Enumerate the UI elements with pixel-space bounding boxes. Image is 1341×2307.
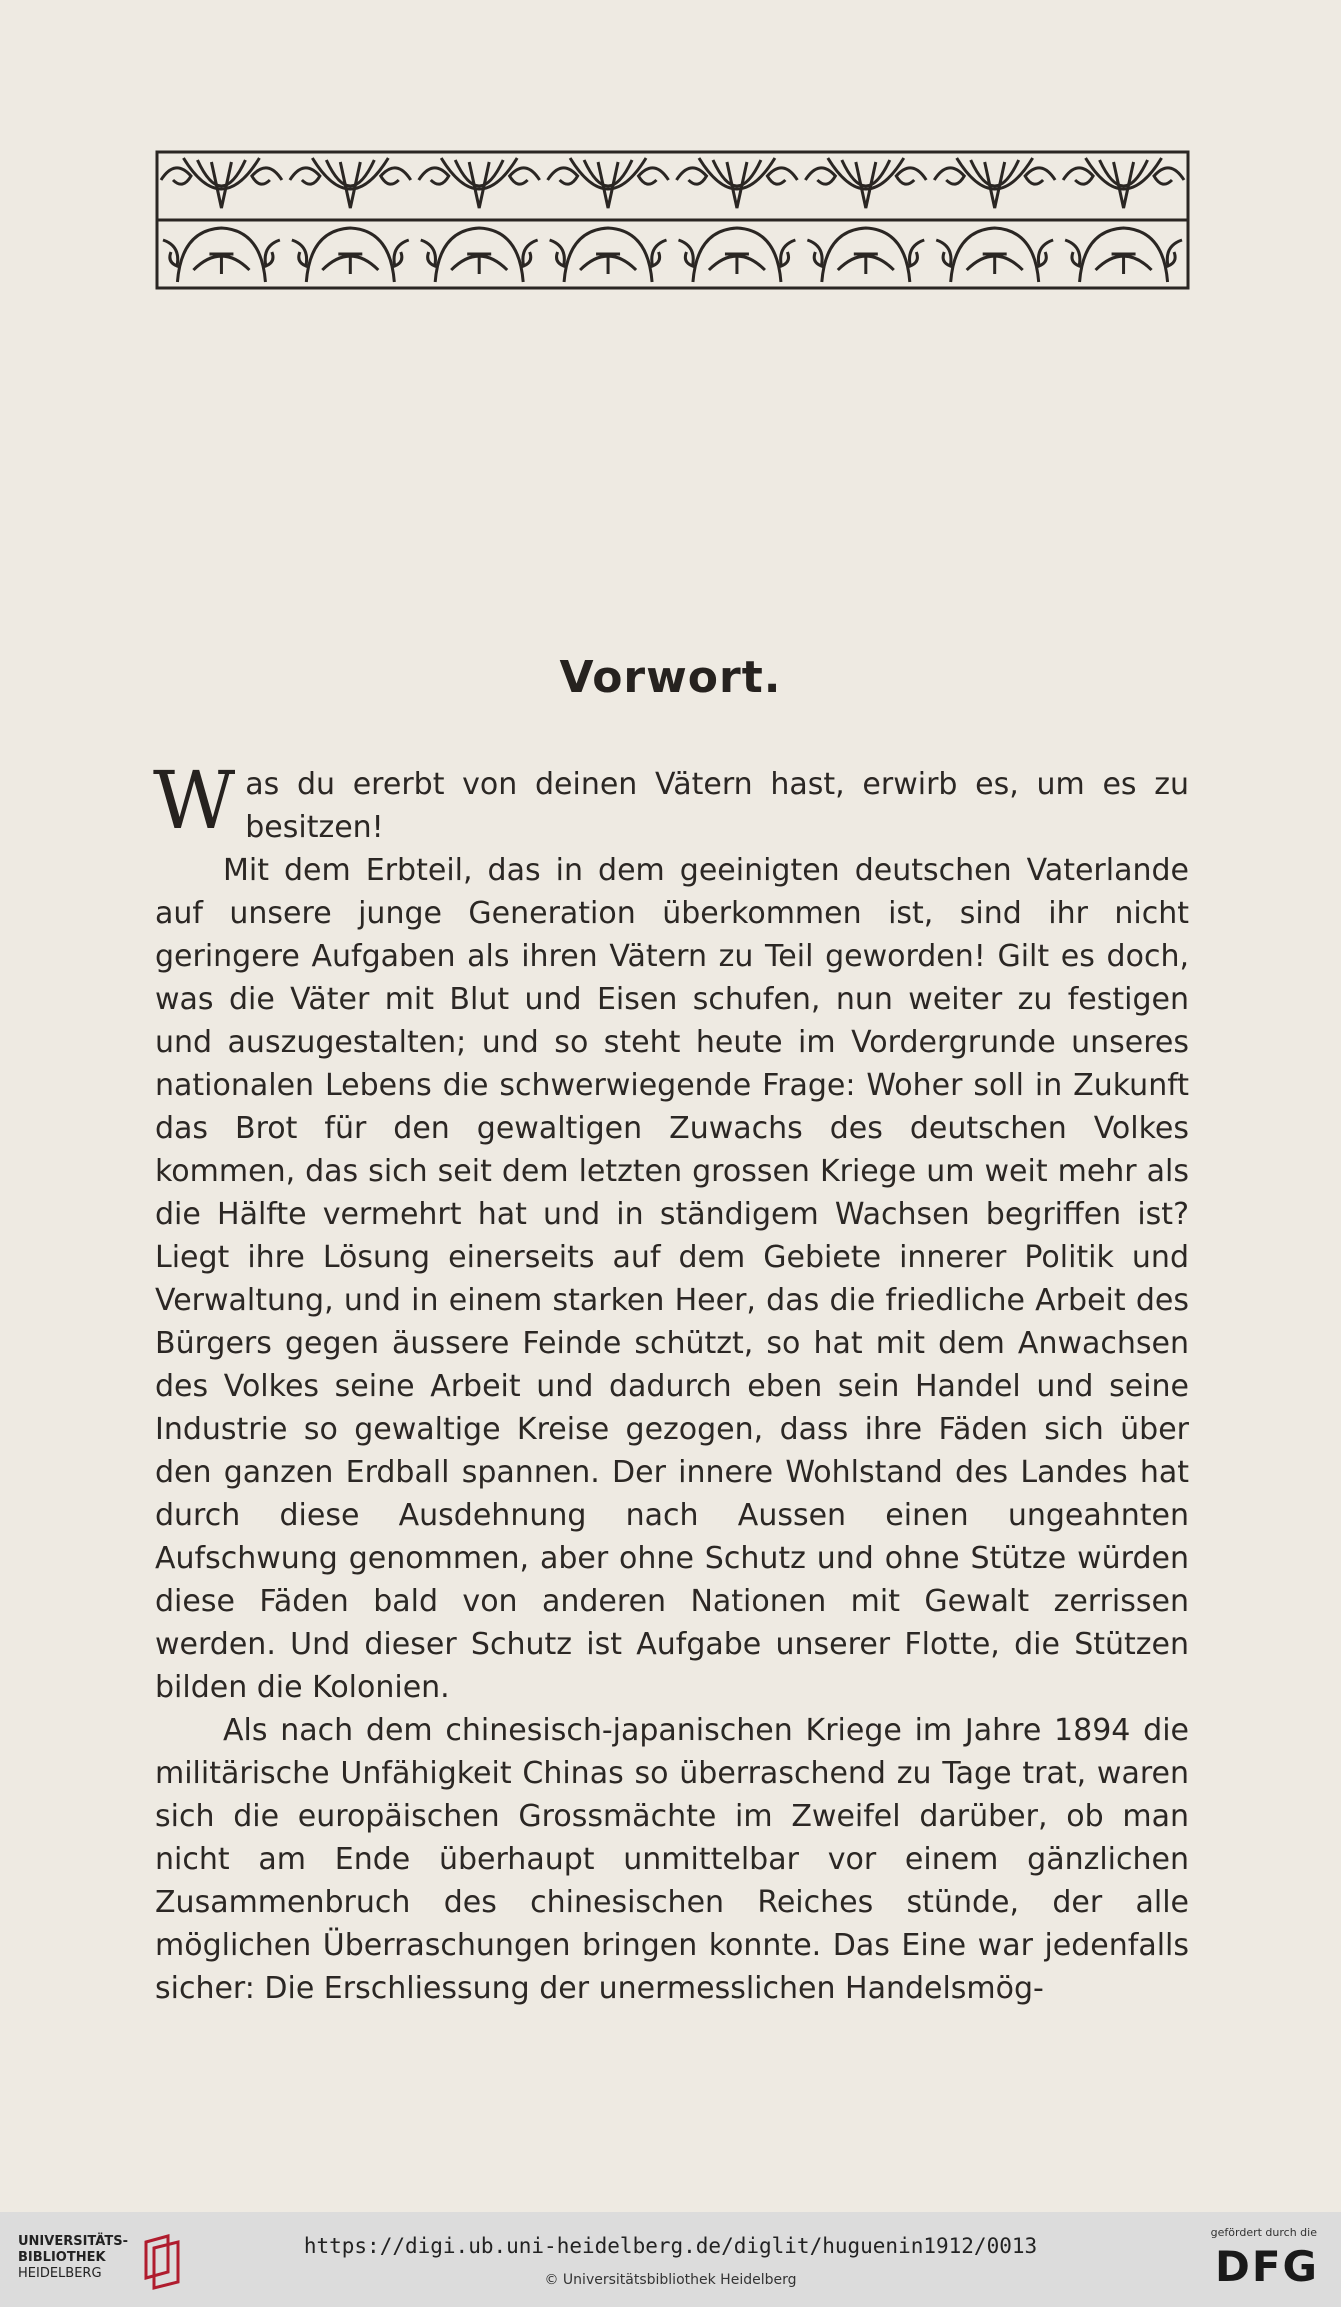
ornament-stroke [312, 158, 388, 189]
library-name-line2: BIBLIOTHEK [18, 2250, 106, 2265]
library-name-line3: HEIDELBERG [18, 2266, 102, 2281]
ornament-stroke [805, 168, 835, 184]
permalink-url[interactable]: https://digi.ub.uni-heidelberg.de/diglit/huguenin1912/0013 [303, 2234, 1038, 2258]
viewer-footer [0, 2212, 1341, 2307]
ornament-stroke [523, 240, 538, 266]
ornament-stroke [1063, 168, 1093, 184]
ornament-stroke [421, 240, 436, 266]
drop-cap: W [153, 754, 236, 847]
page-title: Vorwort. [559, 652, 782, 703]
body-text [153, 754, 1189, 2010]
ornament-stroke [161, 168, 191, 184]
copyright-notice: © Universitätsbibliothek Heidelberg [544, 2272, 797, 2288]
ornament-stroke [781, 240, 796, 266]
ornament-stroke [163, 240, 178, 266]
ornament-stroke [441, 158, 517, 189]
ornament-stroke [1025, 168, 1055, 184]
paragraph-1-text: as du ererbt von deinen Vätern hast, erwirb es, um es zu besitzen! [245, 767, 1189, 845]
ornament-stroke [828, 158, 904, 189]
ornament-stroke [252, 168, 282, 184]
ornament-stroke [1065, 240, 1080, 266]
ornament-stroke [767, 168, 797, 184]
ornament-stroke [570, 158, 646, 189]
ornament-stroke [934, 168, 964, 184]
ornament-stroke [1154, 168, 1184, 184]
ornament-stroke [510, 168, 540, 184]
library-name-line1: UNIVERSITÄTS- [18, 2234, 128, 2249]
dfg-logo[interactable]: DFG [1214, 2242, 1319, 2291]
ornament-stroke [677, 168, 707, 184]
ornament-stroke [1167, 240, 1182, 266]
ornament-stroke [183, 158, 259, 189]
ornament-stroke [381, 168, 411, 184]
ornament-stroke [896, 168, 926, 184]
paragraph-1 [153, 754, 1189, 849]
ornament-border [155, 150, 1190, 290]
ornament-stroke [957, 158, 1033, 189]
ornament-stroke [292, 240, 307, 266]
ornament-stroke [394, 240, 409, 266]
ornament-stroke [699, 158, 775, 189]
ornament-stroke [679, 240, 694, 266]
ornament-stroke [807, 240, 822, 266]
ornament-stroke [548, 168, 578, 184]
paragraph-2: Mit dem Erbteil, das in dem geeinigten deutschen Vaterlande auf unsere junge Generation überkommen ist, sind ihr nicht geringere Aufgaben als ihren Vätern zu Teil geworden! Gilt es doch, was die Väter mit Blut und Eisen schufen, nun weiter zu festigen und auszugestalten; und so steht heute im Vordergrunde unseres nationalen Lebens die schwerwiegende Frage: Woher soll in Zukunft das Brot für den gewaltigen Zuwachs des deutschen Volkes kommen, das sich seit dem letzten grossen Kriege um weit mehr als die Hälfte vermehrt hat und in ständigem Wachsen begriffen ist? Liegt ihre Lösung einerseits auf dem Gebiete innerer Politik und Verwaltung, und in einem starken Heer, das die friedliche Arbeit des Bürgers gegen äussere Feinde schützt, so hat mit dem Anwachsen des Volkes seine Arbeit und dadurch eben sein Handel und seine Industrie so gewaltige Kreise gezogen, dass ihre Fäden sich über den ganzen Erdball spannen. Der innere Wohlstand des Landes hat durch diese Ausdehnung nach Aussen einen ungeahnten Aufschwung genommen, aber ohne Schutz und ohne Stütze würden diese Fäden bald von anderen Nationen mit Gewalt zerrissen werden. Und dieser Schutz ist Aufgabe unserer Flotte, die Stützen bilden die Kolonien. [155, 853, 1189, 1705]
ornament-stroke [265, 240, 280, 266]
ornament-stroke [550, 240, 565, 266]
ornament-stroke [936, 240, 951, 266]
paragraph-3: Als nach dem chinesisch-japanischen Kriege im Jahre 1894 die militärische Unfähigkeit Chinas so überraschend zu Tage trat, waren sich die europäischen Grossmächte im Zweifel darüber, ob man nicht am Ende überhaupt unmittelbar vor einem gänzlichen Zusammenbruch des chinesischen Reiches stünde, der alle möglichen Überraschungen bringen konnte. Das Eine war jedenfalls sicher: Die Erschliessung der unermesslichen Handelsmög- [155, 1713, 1189, 2006]
ornament-stroke [290, 168, 320, 184]
ornament-stroke [1086, 158, 1162, 189]
ornament-stroke [910, 240, 925, 266]
ornament-stroke [1038, 240, 1053, 266]
ornament-stroke [639, 168, 669, 184]
ornament-stroke [652, 240, 667, 266]
ornament-stroke [419, 168, 449, 184]
funding-note: gefördert durch die [1210, 2226, 1317, 2239]
